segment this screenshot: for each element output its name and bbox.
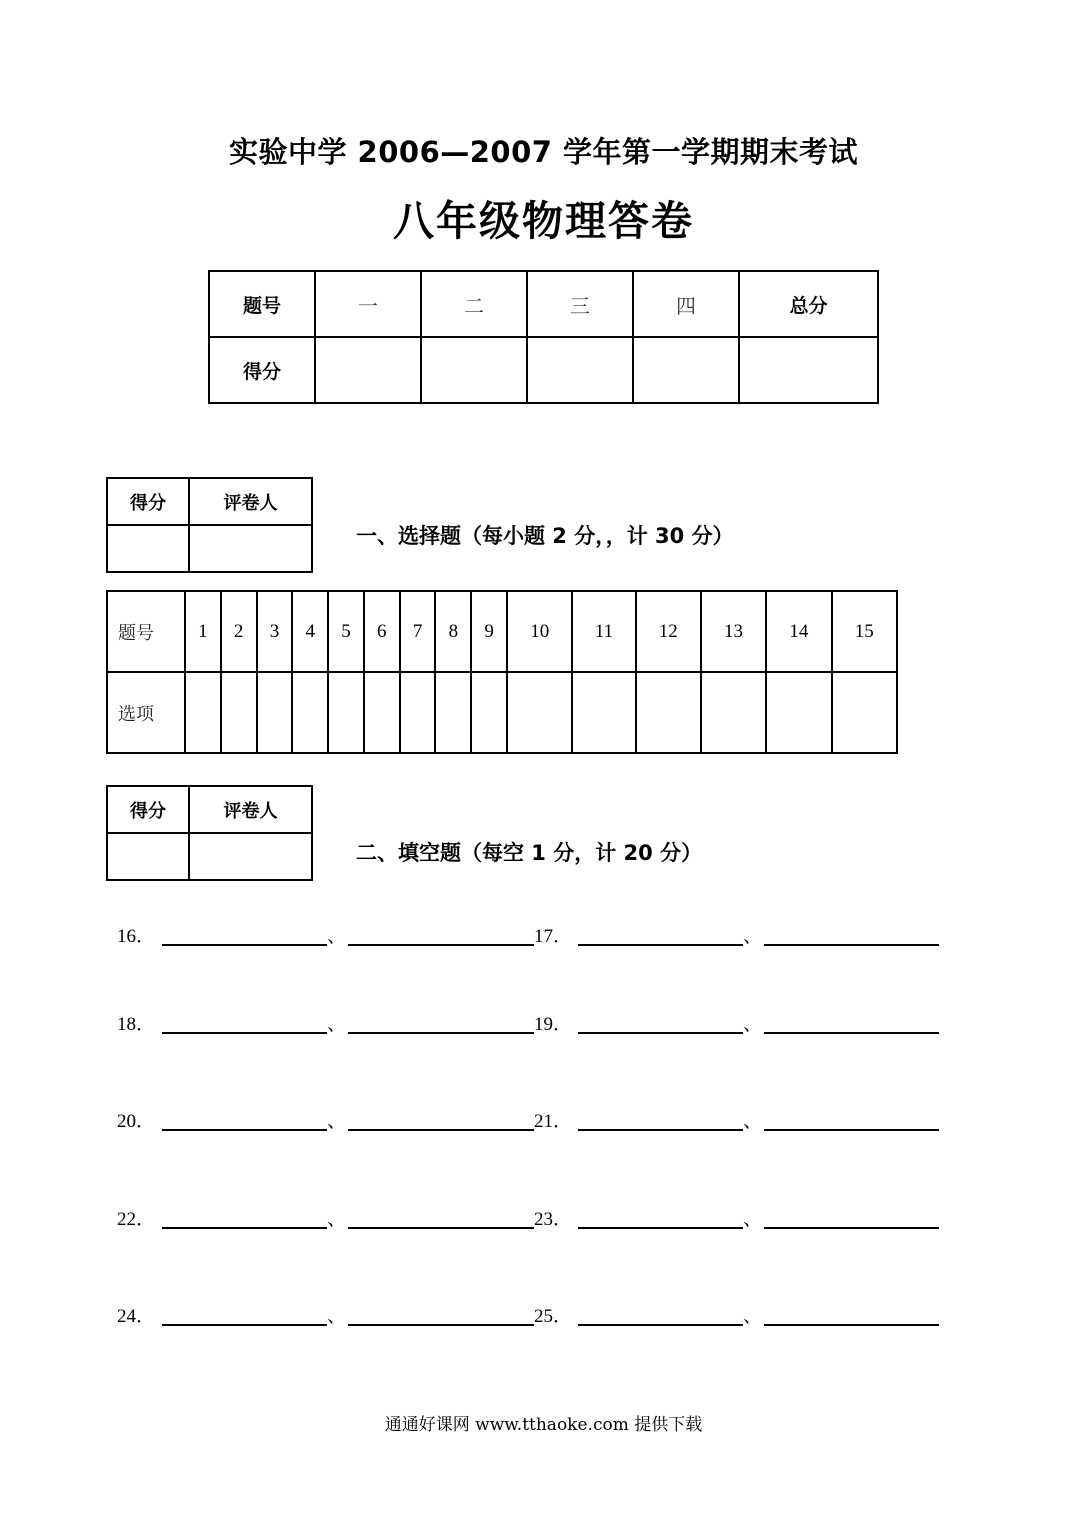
question-number-cell: 9 <box>471 591 507 672</box>
grader-input-cell[interactable] <box>189 525 312 572</box>
row-label: 题号 <box>107 591 185 672</box>
question-number-cell: 6 <box>364 591 400 672</box>
choice-answer-table <box>106 590 898 754</box>
separator: 、 <box>743 1111 763 1132</box>
question-number-cell: 15 <box>832 591 897 672</box>
choice-input-cell[interactable] <box>701 672 766 753</box>
choice-input-cell[interactable] <box>766 672 831 753</box>
blank-row <box>117 1103 947 1133</box>
table-row <box>209 271 878 337</box>
table-cell: 二 <box>421 271 527 337</box>
separator: 、 <box>743 1014 763 1035</box>
footer-text: 通通好课网 www.tthaoke.com 提供下载 <box>384 1415 703 1435</box>
table-row <box>107 525 312 572</box>
separator: 、 <box>327 1209 347 1230</box>
question-number-cell: 1 <box>185 591 221 672</box>
answer-blank[interactable] <box>348 1129 534 1131</box>
row-label: 选项 <box>107 672 185 753</box>
separator: 、 <box>743 1209 763 1230</box>
question-number: 24． <box>117 1306 156 1327</box>
answer-blank[interactable] <box>348 1032 534 1034</box>
answer-blank[interactable] <box>348 944 534 946</box>
score-label: 得分 <box>107 478 189 525</box>
question-number: 23． <box>534 1209 573 1230</box>
grader-box-section1 <box>106 477 313 573</box>
table-row <box>209 337 878 403</box>
blank-row <box>117 1201 947 1231</box>
choice-input-cell[interactable] <box>292 672 328 753</box>
question-number: 21． <box>534 1111 573 1132</box>
choice-input-cell[interactable] <box>435 672 471 753</box>
answer-blank[interactable] <box>162 944 327 946</box>
question-number: 22． <box>117 1209 156 1230</box>
question-number-cell: 7 <box>400 591 436 672</box>
separator: 、 <box>743 926 763 947</box>
answer-blank[interactable] <box>764 1129 939 1131</box>
separator: 、 <box>327 1111 347 1132</box>
choice-input-cell[interactable] <box>185 672 221 753</box>
table-row <box>107 672 897 753</box>
table-cell: 四 <box>633 271 739 337</box>
answer-blank[interactable] <box>578 1129 743 1131</box>
table-cell: 一 <box>315 271 421 337</box>
question-number: 20． <box>117 1111 156 1132</box>
blank-row <box>117 1006 947 1036</box>
answer-blank[interactable] <box>348 1227 534 1229</box>
grader-input-cell[interactable] <box>189 833 312 880</box>
score-input-cell[interactable] <box>315 337 421 403</box>
answer-blank[interactable] <box>348 1324 534 1326</box>
answer-blank[interactable] <box>764 1324 939 1326</box>
score-input-cell[interactable] <box>107 833 189 880</box>
question-number-cell: 5 <box>328 591 364 672</box>
table-row <box>107 478 312 525</box>
grader-label: 评卷人 <box>189 786 312 833</box>
choice-input-cell[interactable] <box>832 672 897 753</box>
score-input-cell[interactable] <box>527 337 633 403</box>
choice-input-cell[interactable] <box>364 672 400 753</box>
exam-title: 实验中学 2006—2007 学年第一学期期末考试 <box>228 135 859 169</box>
question-number-cell: 8 <box>435 591 471 672</box>
paper-title: 八年级物理答卷 <box>393 197 694 245</box>
separator: 、 <box>327 1014 347 1035</box>
answer-blank[interactable] <box>578 944 743 946</box>
choice-input-cell[interactable] <box>572 672 635 753</box>
choice-input-cell[interactable] <box>400 672 436 753</box>
question-number-cell: 13 <box>701 591 766 672</box>
table-row <box>107 833 312 880</box>
table-cell: 题号 <box>209 271 315 337</box>
answer-blank[interactable] <box>764 1032 939 1034</box>
choice-input-cell[interactable] <box>471 672 507 753</box>
choice-input-cell[interactable] <box>328 672 364 753</box>
question-number-cell: 2 <box>221 591 257 672</box>
question-number: 17． <box>534 926 573 947</box>
choice-input-cell[interactable] <box>257 672 293 753</box>
score-input-cell[interactable] <box>739 337 878 403</box>
question-number: 19． <box>534 1014 573 1035</box>
question-number-cell: 4 <box>292 591 328 672</box>
section2-title: 二、填空题（每空 1 分，计 20 分） <box>356 841 703 865</box>
question-number: 18． <box>117 1014 156 1035</box>
grader-label: 评卷人 <box>189 478 312 525</box>
table-row <box>107 591 897 672</box>
answer-blank[interactable] <box>162 1227 327 1229</box>
score-input-cell[interactable] <box>421 337 527 403</box>
answer-blank[interactable] <box>578 1227 743 1229</box>
table-cell: 得分 <box>209 337 315 403</box>
question-number-cell: 11 <box>572 591 635 672</box>
question-number: 16． <box>117 926 156 947</box>
score-label: 得分 <box>107 786 189 833</box>
answer-blank[interactable] <box>162 1032 327 1034</box>
question-number: 25． <box>534 1306 573 1327</box>
score-input-cell[interactable] <box>107 525 189 572</box>
choice-input-cell[interactable] <box>221 672 257 753</box>
table-cell: 三 <box>527 271 633 337</box>
blank-row <box>117 918 947 948</box>
blank-row <box>117 1298 947 1328</box>
table-cell: 总分 <box>739 271 878 337</box>
choice-input-cell[interactable] <box>507 672 572 753</box>
answer-blank[interactable] <box>578 1324 743 1326</box>
score-summary-table <box>208 270 879 404</box>
answer-blank[interactable] <box>578 1032 743 1034</box>
section1-title: 一、选择题（每小题 2 分，，计 30 分） <box>356 524 734 548</box>
question-number-cell: 3 <box>257 591 293 672</box>
question-number-cell: 10 <box>507 591 572 672</box>
question-number-cell: 14 <box>766 591 831 672</box>
answer-blank[interactable] <box>764 944 939 946</box>
answer-blank[interactable] <box>162 1129 327 1131</box>
answer-blank[interactable] <box>764 1227 939 1229</box>
separator: 、 <box>743 1306 763 1327</box>
separator: 、 <box>327 1306 347 1327</box>
choice-input-cell[interactable] <box>636 672 701 753</box>
question-number-cell: 12 <box>636 591 701 672</box>
score-input-cell[interactable] <box>633 337 739 403</box>
grader-box-section2 <box>106 785 313 881</box>
separator: 、 <box>327 926 347 947</box>
answer-blank[interactable] <box>162 1324 327 1326</box>
table-row <box>107 786 312 833</box>
